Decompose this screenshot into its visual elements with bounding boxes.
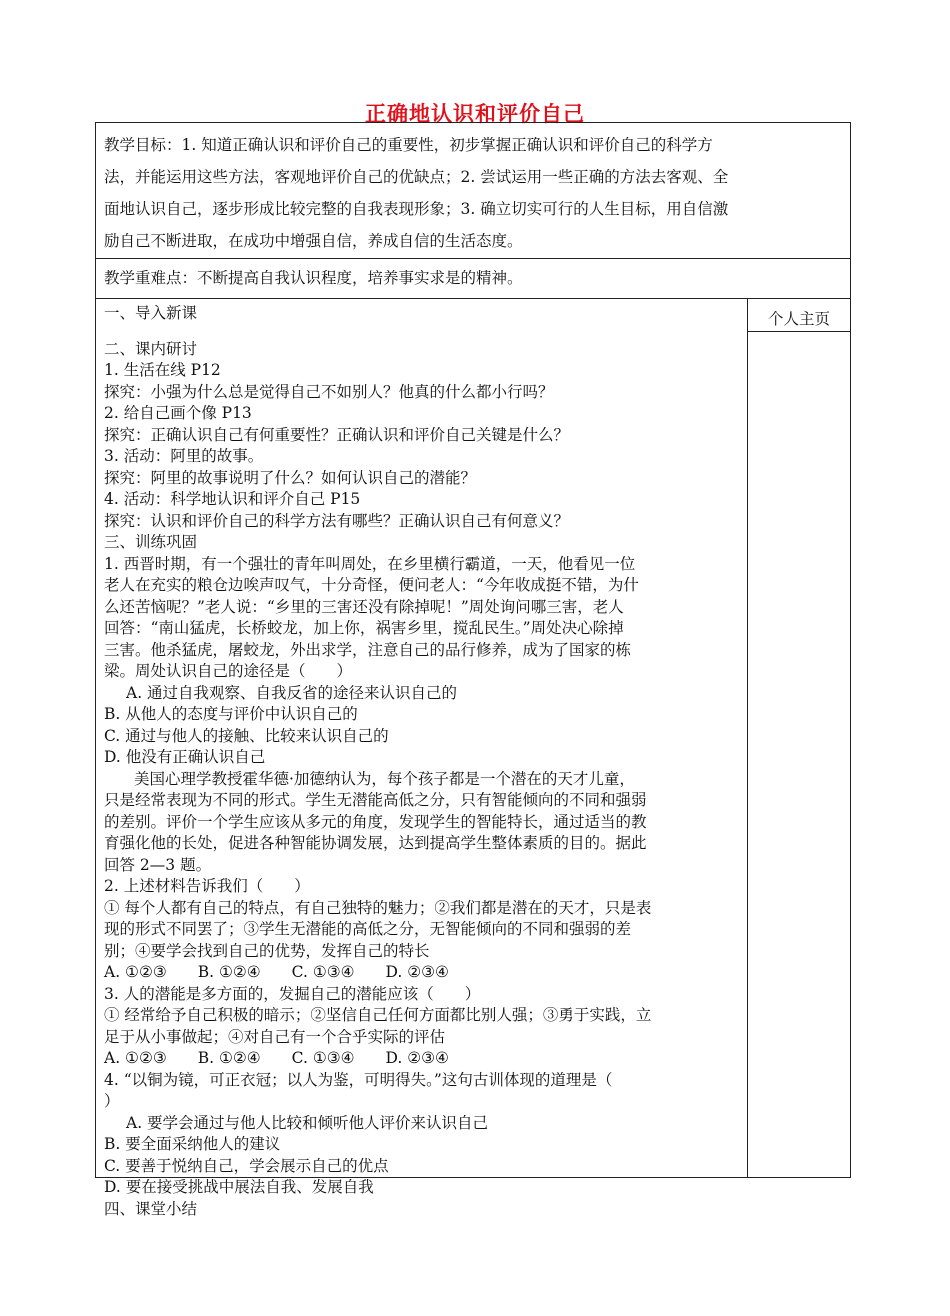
section-study-heading: 二、课内研讨: [104, 339, 198, 358]
material-text: 只是经常表现为不同的形式。学生无潜能高低之分，只有智能倾向的不同和强弱: [104, 791, 647, 809]
question-4-option: B. 要全面采纳他人的建议: [104, 1135, 281, 1153]
study-line: 1. 生活在线 P12: [104, 361, 221, 379]
question-1-option: D. 他没有正确认识自己: [104, 748, 266, 766]
question-3-options: A. ①②③ B. ①②④ C. ①③④ D. ②③④: [104, 1049, 449, 1067]
objectives-cell: [96, 123, 850, 259]
material-text: 美国心理学教授霍华德·加德纳认为，每个孩子都是一个潜在的天才儿童，: [134, 769, 635, 788]
study-line: 探究：正确认识自己有何重要性？正确认识和评价自己关键是什么？: [104, 425, 570, 444]
material-text: 育强化他的长处，促进各种智能协调发展，达到提高学生整体素质的目的。据此: [104, 834, 647, 852]
page-title: 正确地认识和评价自己: [365, 102, 585, 126]
study-line: 探究：阿里的故事说明了什么？如何认识自己的潜能？: [104, 468, 477, 487]
question-2-options: A. ①②③ B. ①②④ C. ①③④ D. ②③④: [104, 963, 449, 981]
question-4-text: 4. “以铜为镜，可正衣冠；以人为鉴，可明得失。”这句古训体现的道理是（: [104, 1070, 613, 1089]
question-3-text: ① 经常给予自己积极的暗示；②坚信自己任何方面都比别人强；③勇于实践，立: [104, 1006, 652, 1024]
question-4-option: C. 要善于悦纳自己，学会展示自己的优点: [104, 1156, 389, 1175]
key-points-text: 教学重难点：不断提高自我认识程度，培养事实求是的精神。: [104, 269, 523, 287]
study-line: 2. 给自己画个像 P13: [104, 404, 252, 422]
objectives-line: 面地认识自己，逐步形成比较完整的自我表现形象；3. 确立切实可行的人生目标，用自信激: [104, 200, 729, 218]
question-1-option: C. 通过与他人的接触、比较来认识自己的: [104, 726, 389, 745]
question-1-text: 1. 西晋时期，有一个强壮的青年叫周处，在乡里横行霸道，一天，他看见一位: [104, 554, 636, 573]
study-line: 探究：小强为什么总是觉得自己不如别人？他真的什么都小行吗？: [104, 382, 554, 401]
question-3-text: 3. 人的潜能是多方面的，发掘自己的潜能应该（ ）: [104, 984, 481, 1003]
section-practice-heading: 三、训练巩固: [104, 533, 198, 551]
section-intro: 一、导入新课: [104, 304, 198, 322]
question-1-option: B. 从他人的态度与评价中认识自己的: [104, 705, 358, 723]
question-4-text: ）: [104, 1092, 120, 1110]
lesson-content-cell: [96, 299, 748, 1218]
objectives-line: 教学目标：1. 知道正确认识和评价自己的重要性，初步掌握正确认识和评价自己的科学方: [104, 136, 713, 154]
material-text: 回答 2—3 题。: [104, 855, 212, 874]
question-2-text: 2. 上述材料告诉我们（ ）: [104, 877, 310, 895]
question-4-option: A. 要学会通过与他人比较和倾听他人评价来认识自己: [126, 1113, 489, 1132]
objectives-line: 励自己不断进取，在成功中增强自信，养成自信的生活态度。: [104, 232, 523, 250]
key-points-cell: [96, 259, 850, 299]
lesson-table: [95, 122, 851, 1218]
question-1-text: 梁。周处认识自己的途径是（ ）: [104, 662, 353, 680]
question-1-option: A. 通过自我观察、自我反省的途径来认识自己的: [126, 683, 458, 702]
question-3-text: 足于从小事做起；④对自己有一个合乎实际的评估: [104, 1027, 446, 1046]
question-1-text: 么还苦恼呢？”老人说：“乡里的三害还没有除掉呢！”周处询问哪三害，老人: [104, 597, 624, 616]
sidebar-header: 个人主页: [748, 299, 850, 332]
study-line: 探究：认识和评价自己的科学方法有哪些？正确认识自己有何意义？: [104, 511, 570, 530]
question-2-text: 现的形式不同罢了；③学生无潜能的高低之分，无智能倾向的不同和强弱的差: [104, 920, 632, 938]
question-2-text: ① 每个人都有自己的特点，有自己独特的魅力；②我们都是潜在的天才，只是表: [104, 898, 652, 917]
section-summary-heading: 四、课堂小结: [104, 1199, 198, 1218]
question-2-text: 别；④要学会找到自己的优势，发挥自己的特长: [104, 941, 430, 960]
objectives-line: 法，并能运用这些方法，客观地评价自己的优缺点；2. 尝试运用一些正确的方法去客观、全: [104, 168, 729, 186]
question-1-text: 回答：“南山猛虎，长桥蛟龙，加上你，祸害乡里，搅乱民生。”周处决心除掉: [104, 619, 624, 637]
question-1-text: 老人在充实的粮仓边唉声叹气，十分奇怪，便问老人：“今年收成挺不错，为什: [104, 576, 639, 594]
question-1-text: 三害。他杀猛虎，屠蛟龙，外出求学，注意自己的品行修养，成为了国家的栋: [104, 640, 632, 659]
question-4-option: D. 要在接受挑战中展法自我、发展自我: [104, 1178, 374, 1196]
study-line: 3. 活动：阿里的故事。: [104, 447, 264, 465]
study-line: 4. 活动：科学地认识和评介自己 P15: [104, 490, 361, 508]
material-text: 的差别。评价一个学生应该从多元的角度，发现学生的智能特长，通过适当的教: [104, 812, 647, 831]
